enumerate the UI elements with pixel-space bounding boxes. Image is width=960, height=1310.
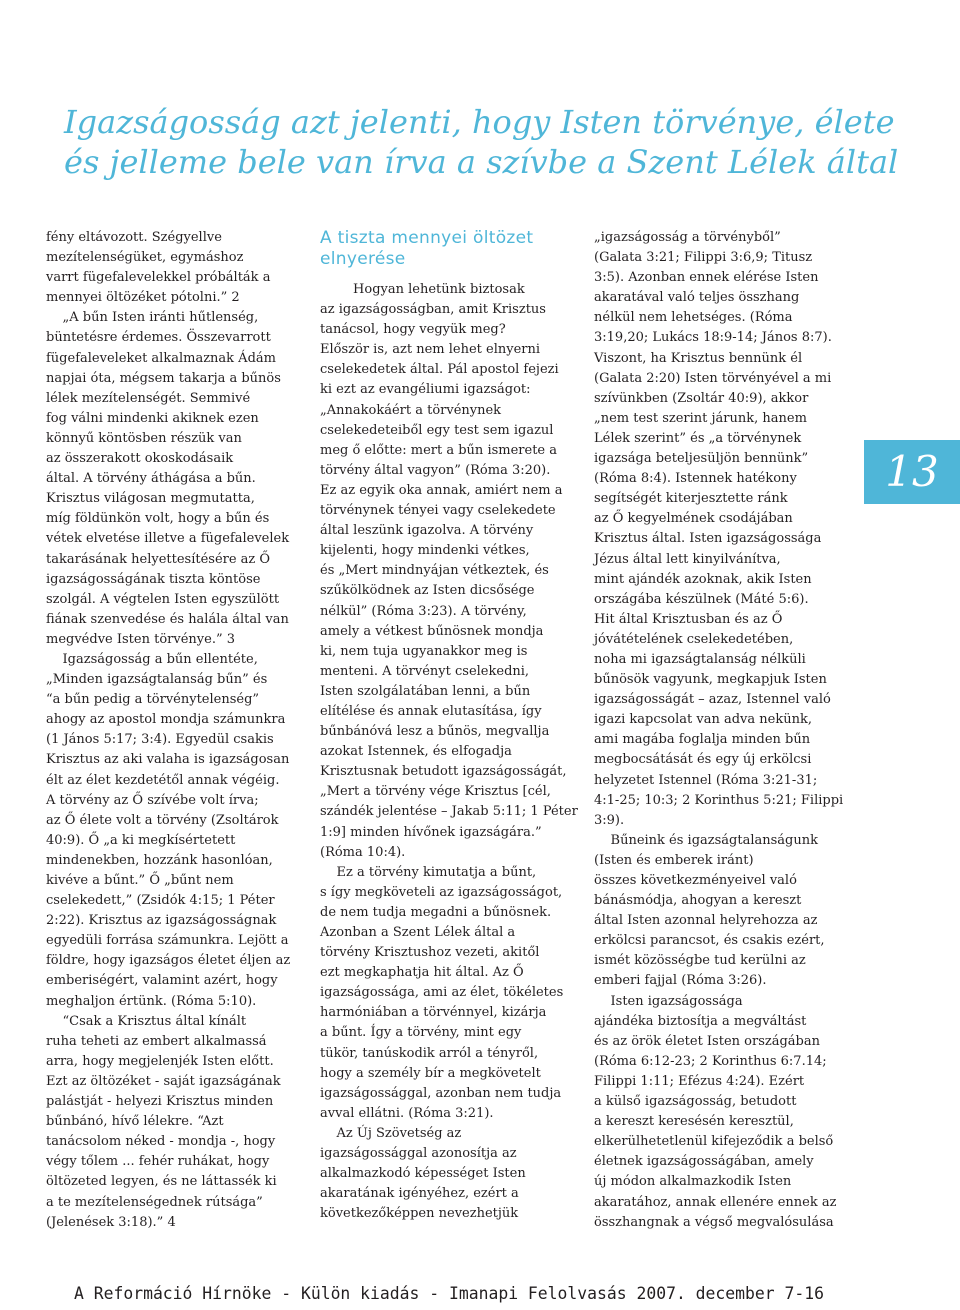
text-line: “Csak a Krisztus által kínált [46, 1013, 247, 1029]
text-line: 4:1-25; 10:3; 2 Korinthus 5:21; Filippi [594, 792, 844, 808]
text-line: helyzetet Istennel (Róma 3:21-31; [594, 772, 818, 788]
text-line: (1 János 5:17; 3:4). Egyedül csakis [46, 732, 274, 748]
text-line: takarásának helyettesítésére az Ő [46, 551, 271, 567]
text-line: az Ő kegyelmének csodájában [594, 511, 793, 527]
text-line: szándék jelentése – Jakab 5:11; 1 Péter [320, 804, 578, 820]
text-line: Az Új Szövetség az [320, 1125, 462, 1141]
text-line: fügefaleveleket alkalmaznak Ádám [46, 350, 276, 366]
text-line: és „Mert mindnyájan vétkeztek, és [320, 563, 549, 579]
text-column-2-body [320, 280, 582, 1224]
text-line: öltözeted legyen, és ne láttassék ki [46, 1174, 277, 1190]
text-line: cselekedett,” (Zsidók 4:15; 1 Péter [46, 893, 275, 909]
text-column-2 [320, 228, 582, 1224]
text-line: amely a vétkest bűnösnek mondja [320, 623, 544, 639]
text-line: országába készülnek (Máté 5:6). [594, 591, 809, 607]
text-line: tanácsolom néked - mondja -, hogy [46, 1134, 276, 1150]
text-line: kijelenti, hogy mindenki vétkes, [320, 543, 530, 559]
text-line: (Róma 8:4). Istennek hatékony [594, 471, 797, 487]
text-line: „Mert a törvény vége Krisztus [cél, [320, 784, 551, 800]
text-line: palástját - helyezi Krisztus minden [46, 1094, 274, 1110]
article-title-line-2: és jelleme bele van írva a szívbe a Szent Lélek által [64, 143, 899, 181]
text-line: Igazságosság a bűn ellentéte, [46, 651, 258, 667]
text-line: megbocsátását és egy új erkölcsi [594, 752, 812, 768]
text-line: életnek igazságosságában, amely [594, 1154, 814, 1170]
text-line: bűnbánó, hívő lélekre. “Azt [46, 1114, 224, 1130]
text-line: igazságossággal azonosítja az [320, 1146, 517, 1162]
text-line: „A bűn Isten iránti hűtlenség, [46, 310, 259, 326]
text-line: Krisztus által. Isten igazságossága [594, 531, 822, 547]
text-line: és az örök életet Isten országában [594, 1033, 820, 1049]
text-line: (Galata 2:20) Isten törvényével a mi [594, 370, 832, 386]
text-line: törvénynek tényei vagy cselekedete [320, 503, 556, 519]
text-line: az Ő élete volt a törvény (Zsoltárok [46, 812, 279, 828]
text-line: ajándéka biztosítja a megváltást [594, 1013, 807, 1029]
text-line: noha mi igazságtalanság nélküli [594, 651, 806, 667]
text-line: egyedüli forrása számunkra. Lejött a [46, 933, 289, 949]
text-line: Isten igazságossága [594, 993, 743, 1009]
text-line: cselekedeteiből egy test sem igazul [320, 422, 554, 438]
text-line: fog válni mindenki akiknek ezen [46, 410, 259, 426]
text-line: a te mezítelenségednek rútsága” [46, 1194, 263, 1210]
text-line: Isten szolgálatában lenni, a bűn [320, 683, 531, 699]
text-line: szűkölködnek az Isten dicsősége [320, 583, 535, 599]
text-line: de nem tudja megadni a bűnösnek. [320, 904, 552, 920]
text-line: 3:5). Azonban ennek elérése Isten [594, 270, 819, 286]
text-line: bűnösök vagyunk, megkapjuk Isten [594, 672, 827, 688]
text-line: segítségét kiterjesztette ránk [594, 491, 788, 507]
text-line: elítélése és annak elutasítása, így [320, 703, 542, 719]
text-line: mennyei öltözéket pótolni.” 2 [46, 290, 240, 306]
text-line: Krisztusnak betudott igazságosságát, [320, 764, 567, 780]
text-line: lélek mezítelenségét. Semmivé [46, 390, 251, 406]
text-line: Ezt az öltözéket - saját igazságának [46, 1073, 281, 1089]
text-line: bánásmódja, ahogyan a kereszt [594, 893, 802, 909]
text-line: míg földünkön volt, hogy a bűn és [46, 511, 270, 527]
text-line: „Annakokáért a törvénynek [320, 402, 502, 418]
text-line: erkölcsi parancsot, és csakis ezért, [594, 933, 825, 949]
text-line: Viszont, ha Krisztus bennünk él [594, 350, 803, 366]
text-line: törvény által vagyon” (Róma 3:20). [320, 462, 551, 478]
section-heading [320, 228, 582, 270]
text-line: meghaljon értünk. (Róma 5:10). [46, 993, 257, 1009]
text-line: ki, nem tuja ugyanakkor meg is [320, 643, 528, 659]
text-line: törvény Krisztushoz vezeti, akitől [320, 945, 540, 961]
text-line: igazságossága, ami az élet, tökéletes [320, 985, 564, 1001]
text-line: következőképpen nevezhetjük [320, 1206, 519, 1222]
text-line: könnyű köntösben részük van [46, 430, 242, 446]
text-line: mezítelenségüket, egymáshoz [46, 250, 244, 266]
text-line: meg ő előtte: mert a bűn ismerete a [320, 442, 557, 458]
text-line: (Róma 6:12-23; 2 Korinthus 6:7.14; [594, 1053, 827, 1069]
text-line: „igazságosság a törvényből” [594, 230, 781, 245]
text-line: bűnbánóvá lesz a bűnös, megvallja [320, 724, 550, 740]
text-line: 40:9). Ő „a ki megkísértetett [46, 832, 236, 848]
text-line: összes következményeivel való [594, 873, 797, 888]
text-line: „nem test szerint járunk, hanem [594, 410, 807, 426]
section-heading-line: elnyerése [320, 249, 406, 269]
text-line: ezt megkaphatja hit által. Az Ő [320, 965, 524, 981]
text-line: új módon alkalmazkodik Isten [594, 1174, 792, 1190]
section-heading-line: A tiszta mennyei öltözet [320, 228, 534, 248]
text-line: összhangnak a végső megvalósulása [594, 1214, 834, 1230]
text-line: szívünkben (Zsoltár 40:9), akkor [594, 390, 809, 406]
text-line: ahogy az apostol mondja számunkra [46, 712, 286, 728]
text-line: 3:9). [594, 812, 625, 828]
text-line: elkerülhetetlenül kifejeződik a belső [594, 1134, 834, 1150]
text-line: varrt fügefalevelekkel próbálták a [46, 270, 271, 286]
text-line: által Isten azonnal helyrehozza az [594, 913, 818, 929]
text-line: igazságossággal, azonban nem tudja [320, 1085, 562, 1101]
text-line: Hit által Krisztusban és az Ő [594, 611, 783, 627]
text-line: igazsága beteljesüljön bennünk” [594, 451, 809, 467]
text-line: (Galata 3:21; Filippi 3:6,9; Titusz [594, 250, 813, 266]
text-column-1 [46, 228, 308, 1233]
text-line: avval ellátni. (Róma 3:21). [320, 1105, 494, 1121]
text-line: élt az élet kezdetétől annak végéig. [46, 772, 280, 788]
text-line: menteni. A törvényt cselekedni, [320, 663, 530, 679]
text-line: emberiségért, valamint azért, hogy [46, 973, 278, 989]
text-line: megvédve Isten törvénye.” 3 [46, 631, 235, 647]
text-line: mindenekben, hozzánk hasonlóan, [46, 852, 273, 868]
text-line: fény eltávozott. Szégyellve [46, 230, 222, 245]
text-line: harmóniában a törvénnyel, kizárja [320, 1005, 547, 1021]
text-line: Ez az egyik oka annak, amiért nem a [320, 482, 563, 498]
text-line: kivéve a bűnt.” Ő „bűnt nem [46, 873, 234, 888]
text-line: az igazságosságban, amit Krisztus [320, 302, 546, 318]
text-line: végy tőlem ... fehér ruhákat, hogy [46, 1154, 270, 1170]
text-line: ki ezt az evangéliumi igazságot: [320, 382, 531, 398]
text-line: akaratához, annak ellenére ennek az [594, 1194, 837, 1210]
text-line: emberi fajjal (Róma 3:26). [594, 973, 767, 989]
text-line: igazi kapcsolat van adva nekünk, [594, 712, 812, 728]
text-line: fiának szenvedése és halála által van [46, 611, 289, 627]
text-line: ismét közösségbe tud kerülni az [594, 953, 806, 969]
text-line: Bűneink és igazságtalanságunk [594, 832, 819, 848]
text-line: napjai óta, mégsem takarja a bűnös [46, 370, 281, 386]
text-line: az összerakott okoskodásaik [46, 451, 234, 467]
text-line: jóvátételének cselekedetében, [594, 631, 794, 647]
text-line: 3:19,20; Lukács 18:9-14; János 8:7). [594, 330, 832, 346]
text-line: Ez a törvény kimutatja a bűnt, [320, 864, 537, 880]
text-line: s így megköveteli az igazságosságot, [320, 884, 563, 900]
page-number: 13 [885, 447, 939, 496]
text-line: arra, hogy megjelenjék Isten előtt. [46, 1053, 274, 1069]
text-line: Filippi 1:11; Efézus 4:24). Ezért [594, 1073, 805, 1089]
text-line: ruha teheti az embert alkalmassá [46, 1033, 267, 1049]
text-line: cselekedetek által. Pál apostol fejezi [320, 362, 559, 378]
text-line: A törvény az Ő szívébe volt írva; [46, 792, 259, 808]
text-line: alkalmazkodó képességet Isten [320, 1166, 526, 1182]
page-number-tab [864, 440, 960, 504]
text-line: akaratával való teljes összhang [594, 290, 800, 306]
article-title-line-1: Igazságosság azt jelenti, hogy Isten törvénye, élete [64, 103, 895, 141]
text-line: (Jelenések 3:18).” 4 [46, 1214, 176, 1230]
text-line: igazságosságának tiszta köntöse [46, 571, 261, 587]
text-line: által leszünk igazolva. A törvény [320, 523, 534, 539]
text-line: Krisztus az aki valaha is igazságosan [46, 752, 290, 768]
text-line: hogy a személy bír a megkövetelt [320, 1065, 541, 1081]
text-line: Jézus által lett kinyilvánítva, [594, 551, 781, 567]
text-line: nélkül nem lehetséges. (Róma [594, 310, 793, 326]
text-line: akaratának igényéhez, ezért a [320, 1186, 519, 1202]
text-line: Hogyan lehetünk biztosak [320, 282, 525, 297]
text-line: Azonban a Szent Lélek által a [320, 925, 516, 940]
text-line: a külső igazságosság, betudott [594, 1094, 797, 1110]
article-title [64, 102, 904, 182]
text-line: tükör, tanúskodik arról a tényről, [320, 1045, 539, 1061]
text-line: büntetésre érdemes. Összevarrott [46, 330, 271, 346]
text-line: azokat Istennek, és elfogadja [320, 744, 512, 760]
text-line: tanácsol, hogy vegyük meg? [320, 322, 506, 338]
text-line: szolgál. A végtelen Isten egyszülött [46, 591, 280, 607]
text-line: (Róma 10:4). [320, 844, 406, 860]
text-line: „Minden igazságtalanság bűn” és [46, 672, 268, 688]
text-line: ami magába foglalja minden bűn [594, 732, 811, 748]
text-line: vétek elvetése illetve a fügefalevelek [46, 531, 290, 547]
text-column-3 [594, 228, 856, 1233]
text-line: 1:9] minden hívőnek igazságára.” [320, 824, 542, 840]
text-line: Lélek szerint” és „a törvénynek [594, 430, 802, 446]
text-line: Krisztus világosan megmutatta, [46, 491, 255, 507]
text-line: nélkül” (Róma 3:23). A törvény, [320, 603, 527, 619]
text-line: által. A törvény áthágása a bűn. [46, 471, 256, 487]
text-line: földre, hogy igazságos életet éljen az [46, 953, 291, 969]
text-line: (Isten és emberek iránt) [594, 852, 754, 868]
text-line: “a bűn pedig a törvénytelenség” [46, 692, 260, 708]
text-line: a bűnt. Így a törvény, mint egy [320, 1025, 522, 1041]
text-line: Először is, azt nem lehet elnyerni [320, 342, 541, 358]
text-line: 2:22). Krisztus az igazságosságnak [46, 913, 277, 929]
text-line: mint ajándék azoknak, akik Isten [594, 571, 812, 587]
text-line: a kereszt keresésén keresztül, [594, 1114, 794, 1130]
text-line: igazságosságát – azaz, Istennel való [594, 692, 831, 708]
page-footer: A Reformáció Hírnöke - Külön kiadás - Imanapi Felolvasás 2007. december 7-16 [74, 1284, 824, 1303]
